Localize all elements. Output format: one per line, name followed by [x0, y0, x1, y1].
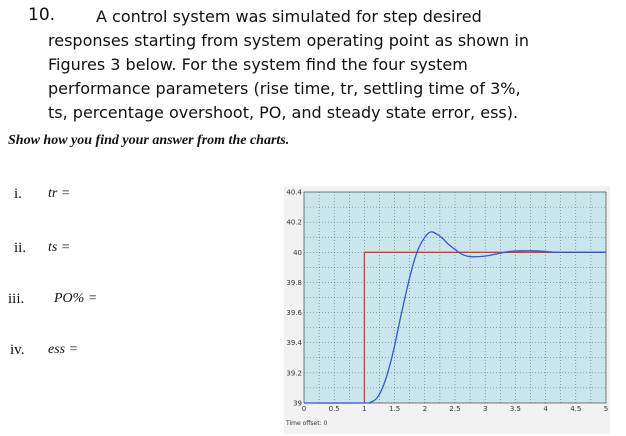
question-number: 10. — [28, 5, 56, 25]
step-response-chart — [284, 186, 610, 434]
answer-item-label: ess = — [48, 342, 79, 357]
question-text: A control system was simulated for step desired responses starting from system operating point as shown in Figures 3 below. For the system find the four system performance parameters (rise time, tr, settling time of 3%, ts, percentage overshoot, PO, and steady state error, ess). — [48, 7, 529, 122]
x-tick-label: 3 — [482, 405, 488, 413]
x-tick-label: 3.5 — [509, 405, 521, 413]
x-tick-label: 1 — [362, 405, 367, 413]
answer-item-number: ii. — [14, 240, 27, 256]
x-tick-label: 4.5 — [570, 405, 582, 413]
x-tick-label: 2.5 — [449, 405, 461, 413]
time-offset-label: Time offset: 0 — [286, 420, 328, 427]
answer-item-number: iv. — [10, 342, 25, 358]
answer-item-label: PO% = — [54, 291, 98, 306]
answer-item-number: i. — [14, 186, 22, 202]
y-tick-label: 39.8 — [286, 278, 302, 287]
y-tick-label: 39 — [293, 399, 302, 408]
answer-item-label: ts = — [48, 240, 71, 255]
x-tick-label: 1.5 — [389, 405, 401, 413]
x-tick-label: 2 — [422, 405, 428, 413]
answer-item-number: iii. — [8, 291, 25, 307]
y-tick-label: 39.4 — [286, 339, 302, 348]
y-tick-label: 39.2 — [286, 369, 302, 378]
y-tick-label: 40 — [293, 248, 302, 257]
answer-item-label: tr = — [48, 186, 71, 201]
instruction-text: Show how you find your answer from the charts. — [8, 133, 290, 148]
x-tick-label: 5 — [603, 405, 609, 413]
y-tick-label: 40.2 — [286, 218, 302, 227]
y-tick-label: 40.4 — [286, 188, 302, 197]
x-tick-label: 4 — [543, 405, 548, 413]
x-tick-label: 0 — [301, 405, 307, 413]
y-tick-label: 39.6 — [286, 309, 302, 318]
x-tick-label: 0.5 — [328, 405, 340, 413]
